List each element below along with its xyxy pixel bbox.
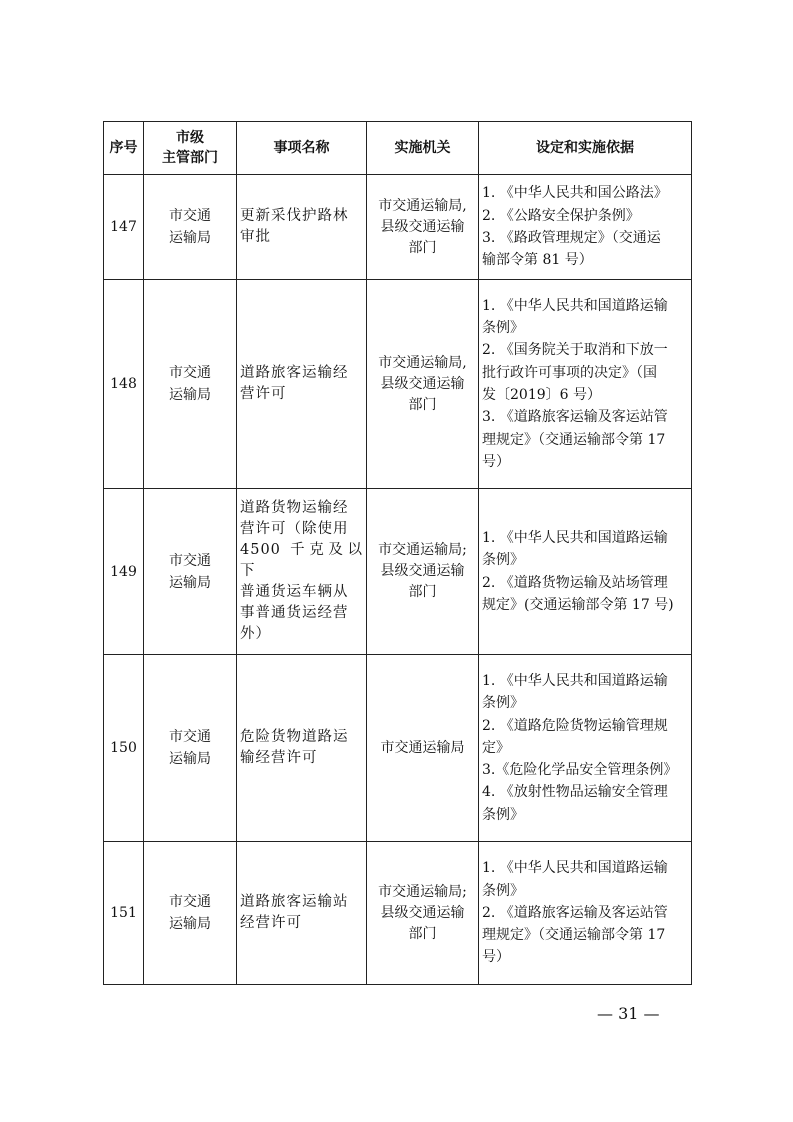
legal-basis-cell [479, 175, 692, 280]
agency-line: 部门 [408, 239, 437, 256]
department-line: 运输局 [169, 751, 211, 767]
basis-line: 3. 《道路旅客运输及客运站管 [482, 409, 668, 426]
legal-basis-cell [479, 280, 692, 489]
department-line: 市交通 [169, 729, 211, 745]
table-header-row [104, 122, 692, 175]
agency-line: 县级交通运输 [380, 375, 465, 392]
department-cell [144, 280, 237, 489]
department-line: 市交通 [169, 208, 211, 224]
implementing-agency-cell [367, 280, 479, 489]
department-line: 市交通 [169, 552, 211, 569]
department-line: 市交通 [169, 894, 211, 910]
serial-number-cell: 148 [104, 280, 144, 489]
department-line: 运输局 [169, 916, 211, 932]
agency-line: 县级交通运输 [380, 904, 465, 921]
basis-line: 2. 《国务院关于取消和下放一 [482, 342, 668, 359]
implementing-agency-cell [367, 842, 479, 985]
department-line: 市交通 [169, 365, 211, 381]
legal-basis-cell [479, 489, 692, 655]
serial-number-cell: 147 [104, 175, 144, 280]
agency-line: 市交通运输局; [378, 883, 467, 900]
basis-line: 2. 《道路货物运输及站场管理 [482, 574, 668, 591]
serial-number-cell: 150 [104, 655, 144, 842]
item-name-cell [237, 175, 367, 280]
basis-line: 号） [482, 453, 510, 470]
department-line: 运输局 [169, 387, 211, 403]
item-name-line: 道路旅客运输经 [240, 365, 349, 381]
basis-line: 规定》(交通运输部令第 17 号) [482, 596, 674, 613]
agency-line: 市交通运输局 [380, 739, 465, 756]
basis-line: 3. 《路政管理规定》（交通运 [482, 230, 661, 246]
item-name-line: 审批 [240, 229, 271, 245]
basis-line: 条例》 [482, 695, 524, 712]
item-name-line: 更新采伐护路林 [240, 208, 349, 224]
item-name-line: 4500 千克及以下 [240, 542, 363, 579]
department-line: 运输局 [169, 230, 211, 246]
header-department [144, 122, 237, 175]
item-name-line: 事普通货运经营 [240, 605, 349, 621]
page-number: — 31 — [597, 1004, 660, 1023]
agency-line: 部门 [408, 396, 437, 413]
header-item-name: 事项名称 [237, 122, 367, 175]
implementing-agency-cell [367, 175, 479, 280]
department-cell [144, 655, 237, 842]
department-line: 运输局 [169, 574, 211, 591]
serial-number-cell: 151 [104, 842, 144, 985]
item-name-line: 道路旅客运输站 [240, 894, 349, 910]
item-name-line: 普通货运车辆从 [240, 584, 349, 600]
item-name-cell [237, 280, 367, 489]
agency-line: 部门 [408, 925, 437, 942]
header-department-line: 市级 [176, 130, 204, 146]
basis-line: 3.《危险化学品安全管理条例》 [482, 762, 678, 779]
basis-line: 1. 《中华人民共和国道路运输 [482, 860, 668, 877]
basis-line: 理规定》（交通运输部令第 17 [482, 927, 666, 944]
basis-line: 理规定》（交通运输部令第 17 [482, 431, 666, 448]
basis-line: 1. 《中华人民共和国道路运输 [482, 529, 668, 546]
item-name-cell [237, 489, 367, 655]
header-serial-number: 序号 [104, 122, 144, 175]
basis-line: 发〔2019〕6 号） [482, 387, 601, 403]
item-name-cell [237, 842, 367, 985]
header-department-line: 主管部门 [162, 150, 218, 166]
item-name-line: 输经营许可 [240, 750, 318, 766]
item-name-line: 营许可 [240, 386, 287, 402]
table-row [104, 175, 692, 280]
item-name-line: 营许可（除使用 [240, 521, 349, 537]
basis-line: 条例》 [482, 882, 524, 899]
department-cell [144, 842, 237, 985]
table-row [104, 280, 692, 489]
permit-items-table [103, 121, 692, 985]
table-row [104, 655, 692, 842]
header-legal-basis: 设定和实施依据 [479, 122, 692, 175]
implementing-agency-cell [367, 655, 479, 842]
basis-line: 4. 《放射性物品运输安全管理 [482, 784, 668, 801]
basis-line: 批行政许可事项的决定》（国 [482, 364, 657, 381]
serial-number-cell: 149 [104, 489, 144, 655]
agency-line: 部门 [408, 584, 437, 600]
basis-line: 2. 《公路安全保护条例》 [482, 207, 640, 224]
item-name-line: 外） [240, 626, 271, 642]
basis-line: 号） [482, 949, 510, 966]
header-implementing-agency: 实施机关 [367, 122, 479, 175]
basis-line: 条例》 [482, 552, 524, 569]
legal-basis-cell [479, 842, 692, 985]
basis-line: 1. 《中华人民共和国道路运输 [482, 297, 668, 314]
basis-line: 定》 [482, 739, 510, 756]
basis-line: 1. 《中华人民共和国道路运输 [482, 672, 668, 689]
department-cell [144, 489, 237, 655]
implementing-agency-cell [367, 489, 479, 655]
table-row [104, 842, 692, 985]
basis-line: 2. 《道路危险货物运输管理规 [482, 717, 668, 734]
table-row [104, 489, 692, 655]
legal-basis-cell [479, 655, 692, 842]
basis-line: 输部令第 81 号） [482, 252, 593, 269]
item-name-cell [237, 655, 367, 842]
basis-line: 1. 《中华人民共和国公路法》 [482, 185, 668, 202]
item-name-line: 危险货物道路运 [240, 729, 349, 745]
agency-line: 县级交通运输 [380, 563, 465, 579]
item-name-line: 经营许可 [240, 915, 302, 931]
agency-line: 市交通运输局; [378, 542, 467, 558]
agency-line: 县级交通运输 [380, 218, 465, 235]
item-name-line: 道路货物运输经 [240, 500, 349, 516]
basis-line: 条例》 [482, 806, 524, 823]
agency-line: 市交通运输局, [378, 354, 467, 371]
agency-line: 市交通运输局, [378, 197, 467, 214]
basis-line: 2. 《道路旅客运输及客运站管 [482, 904, 668, 921]
department-cell [144, 175, 237, 280]
basis-line: 条例》 [482, 320, 524, 337]
